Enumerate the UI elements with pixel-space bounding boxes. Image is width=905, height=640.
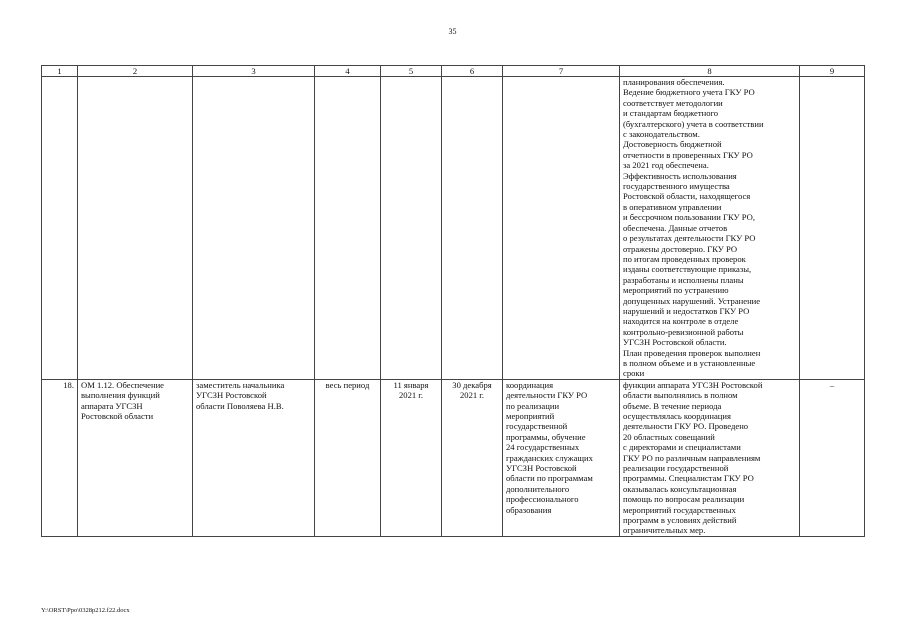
text-line: по реализации	[506, 400, 560, 411]
text-line: ГКУ РО по различным направлениям	[623, 452, 761, 463]
text-line: 20 областных совещаний	[623, 431, 715, 442]
period-cell: весь период	[315, 379, 381, 536]
text-line: контрольно-ревизионной работы	[623, 326, 744, 337]
text-line: области Поволяева Н.В.	[196, 400, 284, 411]
empty-cell	[78, 77, 193, 380]
text-line: деятельности ГКУ РО. Проведено	[623, 421, 749, 432]
column-header: 2	[78, 66, 193, 77]
column-header: 3	[193, 66, 315, 77]
text-line: осуществлялась координация	[623, 411, 731, 421]
text-line: гражданских служащих	[506, 452, 593, 463]
text-line: ОМ 1.12. Обеспечение	[81, 379, 164, 390]
column-number-row	[42, 66, 865, 77]
text-line: сроки	[623, 368, 645, 379]
column-header: 5	[381, 66, 442, 77]
continuation-row	[42, 77, 865, 380]
empty-cell	[800, 77, 865, 380]
text-line: находится на контроле в отделе	[623, 316, 739, 327]
text-line: (бухгалтерского) учета в соответствии	[623, 118, 764, 129]
text-line: УГСЗН Ростовской	[196, 390, 267, 401]
text-line: допущенных нарушений. Устранение	[623, 295, 761, 306]
text-line: по итогам проведенных проверок	[623, 253, 746, 264]
text-line: и бессрочном пользовании ГКУ РО,	[623, 212, 756, 223]
text-line: функции аппарата УГСЗН Ростовской	[623, 379, 763, 390]
text-line: и стандартам бюджетного	[623, 108, 719, 119]
text-line: ограничительных мер.	[623, 525, 706, 536]
column-header: 4	[315, 66, 381, 77]
planned-result-cell	[503, 379, 620, 536]
responsible-cell	[193, 379, 315, 536]
text-line: заместитель начальника	[196, 379, 285, 390]
empty-cell	[442, 77, 503, 380]
text-line: государственной	[506, 421, 568, 432]
text-line: выполнения функций	[81, 390, 160, 401]
text-line: помощь по вопросам реализации	[623, 494, 745, 505]
actual-result-cell	[620, 77, 800, 380]
text-line: реализации государственной	[623, 463, 729, 474]
text-line: изданы соответствующие приказы,	[623, 264, 752, 275]
text-line: программы. Специалистам ГКУ РО	[623, 473, 754, 484]
text-line: оказывалась консультационная	[623, 483, 737, 494]
text-line: государственного имущества	[623, 181, 730, 192]
event-name-cell	[78, 379, 193, 536]
text-line: за 2021 год обеспечена.	[623, 160, 709, 171]
text-line: разработаны и исполнены планы	[623, 274, 744, 285]
actual-result-cell	[620, 379, 800, 536]
text-line: мероприятий по устранению	[623, 285, 729, 296]
text-line: Эффективность использования	[623, 170, 737, 181]
text-line: программ в условиях действий	[623, 515, 737, 526]
text-line: координация	[506, 379, 554, 390]
column-header: 1	[42, 66, 78, 77]
text-line: программы, обучение	[506, 431, 586, 442]
text-line: отчетности в проверенных ГКУ РО	[623, 149, 753, 160]
empty-cell	[193, 77, 315, 380]
text-line: 2021 г.	[398, 390, 424, 401]
file-path-footer: Y:\ORST\Ppo\0328p212.f22.docx	[41, 607, 130, 614]
text-line: объеме. В течение периода	[623, 400, 722, 411]
column-header: 9	[800, 66, 865, 77]
text-line: соответствует методологии	[623, 97, 723, 108]
text-line: обеспечена. Данные отчетов	[623, 222, 728, 233]
text-line: нарушений и недостатков ГКУ РО	[623, 305, 750, 316]
notes-cell: –	[800, 379, 865, 536]
empty-cell	[503, 77, 620, 380]
text-line: 11 января	[393, 379, 429, 390]
text-line: 30 декабря	[452, 379, 492, 390]
text-line: о результатах деятельности ГКУ РО	[623, 233, 756, 244]
text-line: в оперативном управлении	[623, 201, 722, 212]
report-table	[41, 65, 865, 537]
column-header: 8	[620, 66, 800, 77]
text-line: дополнительного	[506, 483, 570, 494]
text-line: Ростовской области	[81, 411, 154, 421]
text-line: 24 государственных	[506, 442, 580, 453]
text-line: области выполнялись в полном	[623, 390, 738, 401]
text-line: с директорами и специалистами	[623, 442, 741, 453]
empty-cell	[315, 77, 381, 380]
text-line: УГСЗН Ростовской	[506, 463, 577, 474]
text-line: с законодательством.	[623, 129, 700, 140]
text-line: План проведения проверок выполнен	[623, 347, 761, 358]
page-number: 35	[448, 27, 457, 36]
empty-cell	[381, 77, 442, 380]
column-header: 7	[503, 66, 620, 77]
text-line: деятельности ГКУ РО	[506, 390, 588, 401]
text-line: образования	[506, 504, 552, 515]
empty-cell	[42, 77, 78, 380]
text-line: Достоверность бюджетной	[623, 139, 722, 150]
text-line: мероприятий государственных	[623, 504, 736, 515]
text-line: УГСЗН Ростовской области.	[623, 337, 727, 348]
text-line: области по программам	[506, 473, 593, 484]
text-line: мероприятий	[506, 411, 555, 421]
start-date-cell	[381, 379, 442, 536]
text-line: аппарата УГСЗН	[81, 400, 143, 411]
text-line: планирования обеспечения.	[623, 77, 725, 87]
end-date-cell	[442, 379, 503, 536]
row-number: 18.	[42, 379, 78, 536]
table-row-18	[42, 379, 865, 536]
column-header: 6	[442, 66, 503, 77]
text-line: 2021 г.	[459, 390, 485, 401]
text-line: Ведение бюджетного учета ГКУ РО	[623, 87, 755, 98]
text-line: в полном объеме и в установленные	[623, 357, 756, 368]
text-line: Ростовской области, находящегося	[623, 191, 751, 202]
text-line: профессионального	[506, 494, 579, 505]
text-line: отражены достоверно. ГКУ РО	[623, 243, 738, 254]
